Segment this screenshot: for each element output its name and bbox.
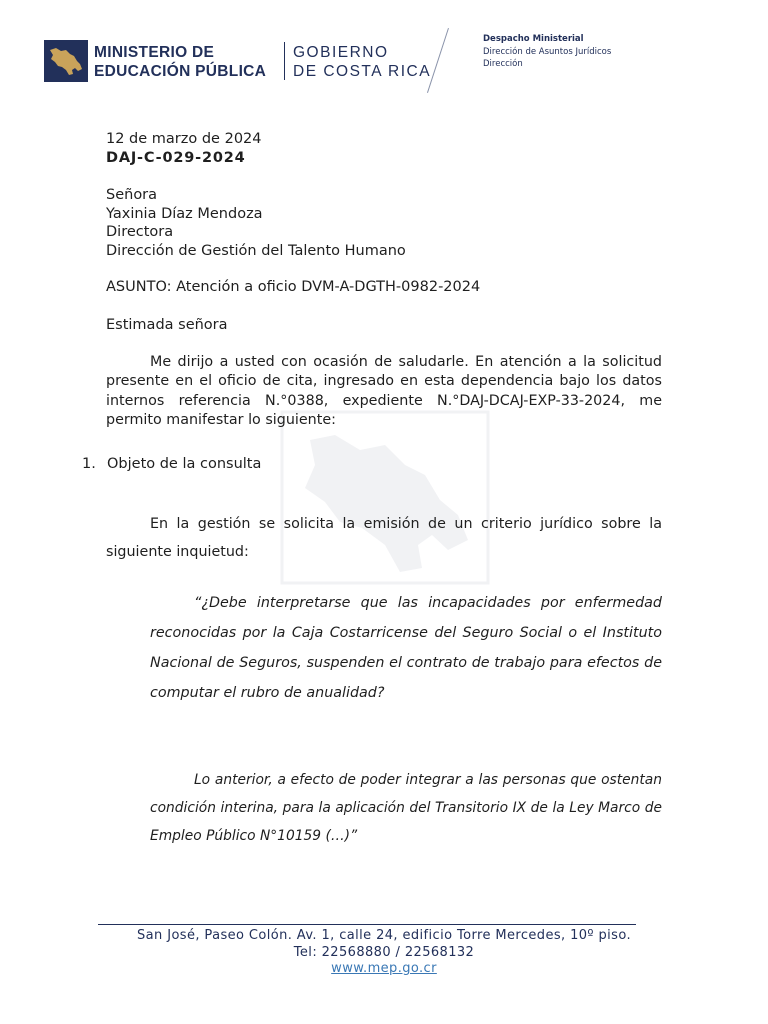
section-paragraph: En la gestión se solicita la emisión de un criterio jurídico sobre la siguiente inquietud: (106, 516, 662, 560)
footer-divider (98, 924, 636, 925)
footer-phone: Tel: 22568880 / 22568132 (293, 944, 475, 960)
letter-date: 12 de marzo de 2024 (106, 131, 262, 147)
intro-paragraph: Me dirijo a usted con ocasión de saludarle. En atención a la solicitud presente en el oficio de cita, ingresado en esta dependencia bajo los datos internos referencia N.°0388, expediente N.°DAJ-DCAJ-EXP-33-2024, me permito manifestar lo siguiente: (106, 354, 662, 428)
office-subtitle-1: Dirección de Asuntos Jurídicos (483, 46, 612, 57)
gov-line-1: GOBIERNO (293, 44, 389, 61)
office-block (483, 33, 611, 71)
letterhead (0, 0, 768, 110)
office-subtitle-2: Dirección (483, 59, 523, 69)
letter-subject: ASUNTO: Atención a oficio DVM-A-DGTH-0982-2024 (106, 279, 481, 295)
recipient-block (106, 186, 406, 260)
letter-greeting: Estimada señora (106, 317, 228, 333)
ministry-line-1: MINISTERIO DE (94, 44, 215, 61)
footer-website-link[interactable]: www.mep.go.cr (331, 961, 437, 976)
office-title: Despacho Ministerial (483, 34, 584, 44)
letter-reference: DAJ-C-029-2024 (106, 150, 246, 166)
costa-rica-map-icon (44, 40, 88, 82)
recipient-name: Yaxinia Díaz Mendoza (106, 205, 263, 222)
government-name (293, 43, 431, 81)
recipient-salutation: Señora (106, 187, 158, 203)
ministry-name (94, 43, 266, 81)
footer-address: San José, Paseo Colón. Av. 1, calle 24, edificio Torre Mercedes, 10º piso. (137, 928, 631, 943)
recipient-department: Dirección de Gestión del Talento Humano (106, 242, 406, 259)
gov-line-2: DE COSTA RICA (293, 63, 432, 80)
section-number: 1. (82, 456, 96, 472)
recipient-position: Directora (106, 224, 174, 240)
quote-paragraph-2: Lo anterior, a efecto de poder integrar a las personas que ostentan condición interina, para la aplicación del Transitorio IX de la Ley Marco de Empleo Público N°10159 (…)” (150, 772, 662, 844)
footer (98, 928, 670, 978)
ministry-line-2: EDUCACIÓN PÚBLICA (94, 63, 267, 80)
logo-divider (284, 42, 285, 80)
section-title: Objeto de la consulta (107, 456, 262, 472)
quote-paragraph-1: “¿Debe interpretarse que las incapacidades por enfermedad reconocidas por la Caja Costarricense del Seguro Social o el Instituto Nacional de Seguros, suspenden el contrato de trabajo para efectos de computar el rubro de anualidad? (150, 595, 662, 701)
